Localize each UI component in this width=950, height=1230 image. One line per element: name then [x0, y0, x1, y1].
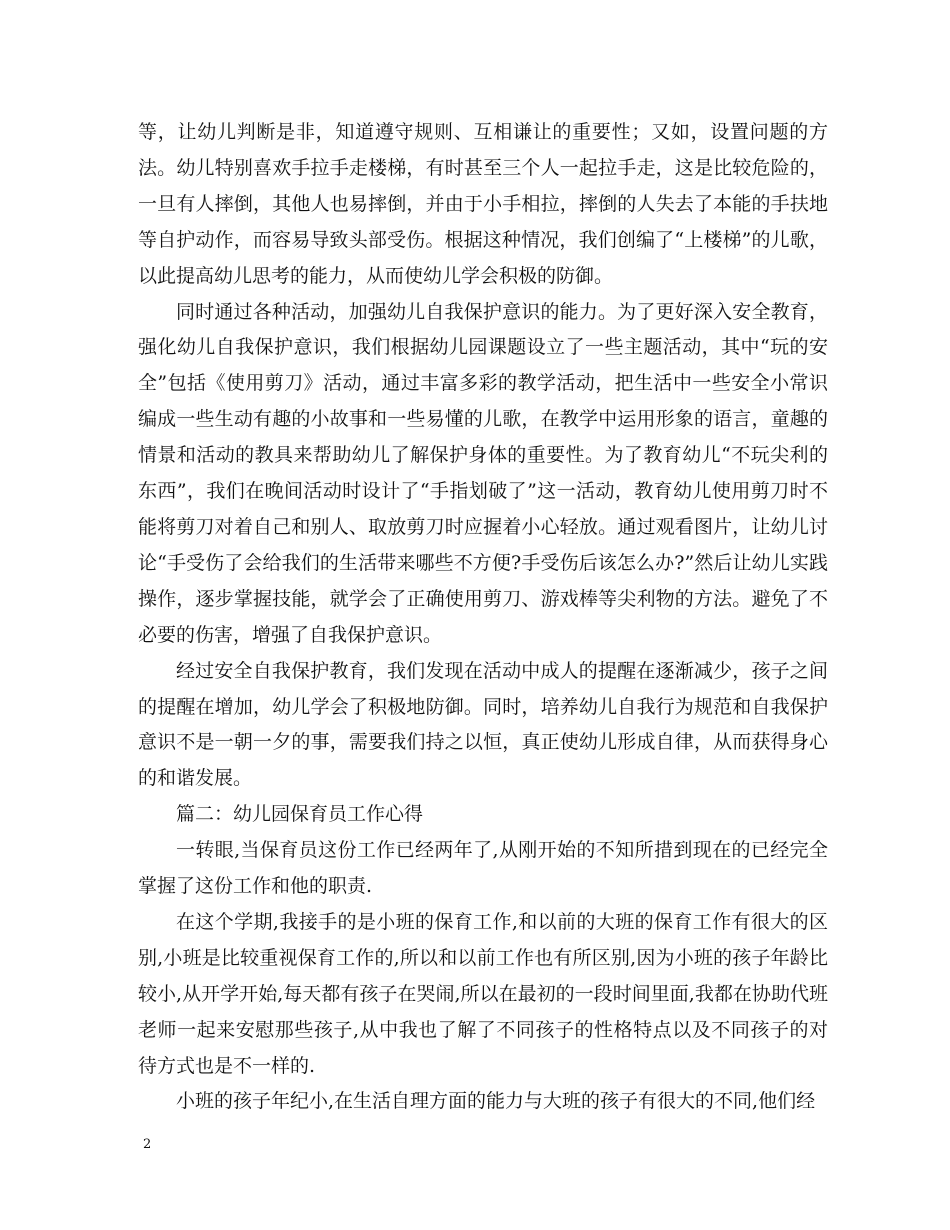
- page-number: 2: [143, 1137, 152, 1152]
- paragraph-intro: 一转眼,当保育员这份工作已经两年了,从刚开始的不知所措到现在的已经完全掌握了这份工作和他的职责.: [138, 839, 828, 898]
- document-body: [138, 115, 828, 1120]
- paragraph-activities: 同时通过各种活动，加强幼儿自我保护意识的能力。为了更好深入安全教育，强化幼儿自我保护意识，我们根据幼儿园课题设立了一些主题活动，其中“玩的安全”包括《使用剪刀》活动，通过丰富多彩的教学活动，把生活中一些安全小常识编成一些生动有趣的小故事和一些易懂的儿歌，在教学中运用形象的语言，童趣的情景和活动的教具来帮助幼儿了解保护身体的重要性。为了教育幼儿“不玩尖利的东西”，我们在晚间活动时设计了“手指划破了”这一活动，教育幼儿使用剪刀时不能将剪刀对着自己和别人、取放剪刀时应握着小心轻放。通过观看图片，让幼儿讨论“手受伤了会给我们的生活带来哪些不方便?手受伤后该怎么办?”然后让幼儿实践操作，逐步掌握技能，就学会了正确使用剪刀、游戏棒等尖利物的方法。避免了不必要的伤害，增强了自我保护意识。: [138, 300, 828, 646]
- paragraph-results: 经过安全自我保护教育，我们发现在活动中成人的提醒在逐渐减少，孩子之间的提醒在增加，幼儿学会了积极地防御。同时，培养幼儿自我行为规范和自我保护意识不是一朝一夕的事，需要我们持之以恒，真正使幼儿形成自律，从而获得身心的和谐发展。: [138, 659, 828, 790]
- paragraph-self-care: 小班的孩子年纪小,在生活自理方面的能力与大班的孩子有很大的不同,他们经: [176, 1090, 816, 1113]
- section-heading: 篇二：幼儿园保育员工作心得: [176, 803, 424, 826]
- paragraph-semester: 在这个学期,我接手的是小班的保育工作,和以前的大班的保育工作有很大的区别,小班是比较重视保育工作的,所以和以前工作也有所区别,因为小班的孩子年龄比较小,从开学开始,每天都有孩子在哭闹,所以在最初的一段时间里面,我都在协助代班老师一起来安慰那些孩子,从中我也了解了不同孩子的性格特点以及不同孩子的对待方式也是不一样的.: [138, 910, 828, 1077]
- paragraph-continuation: 等，让幼儿判断是非，知道遵守规则、互相谦让的重要性；又如，设置问题的方法。幼儿特别喜欢手拉手走楼梯，有时甚至三个人一起拉手走，这是比较危险的，一旦有人摔倒，其他人也易摔倒，并由于小手相拉，摔倒的人失去了本能的手扶地等自护动作，而容易导致头部受伤。根据这种情况，我们创编了“上楼梯”的儿歌，以此提高幼儿思考的能力，从而使幼儿学会积极的防御。: [138, 121, 828, 287]
